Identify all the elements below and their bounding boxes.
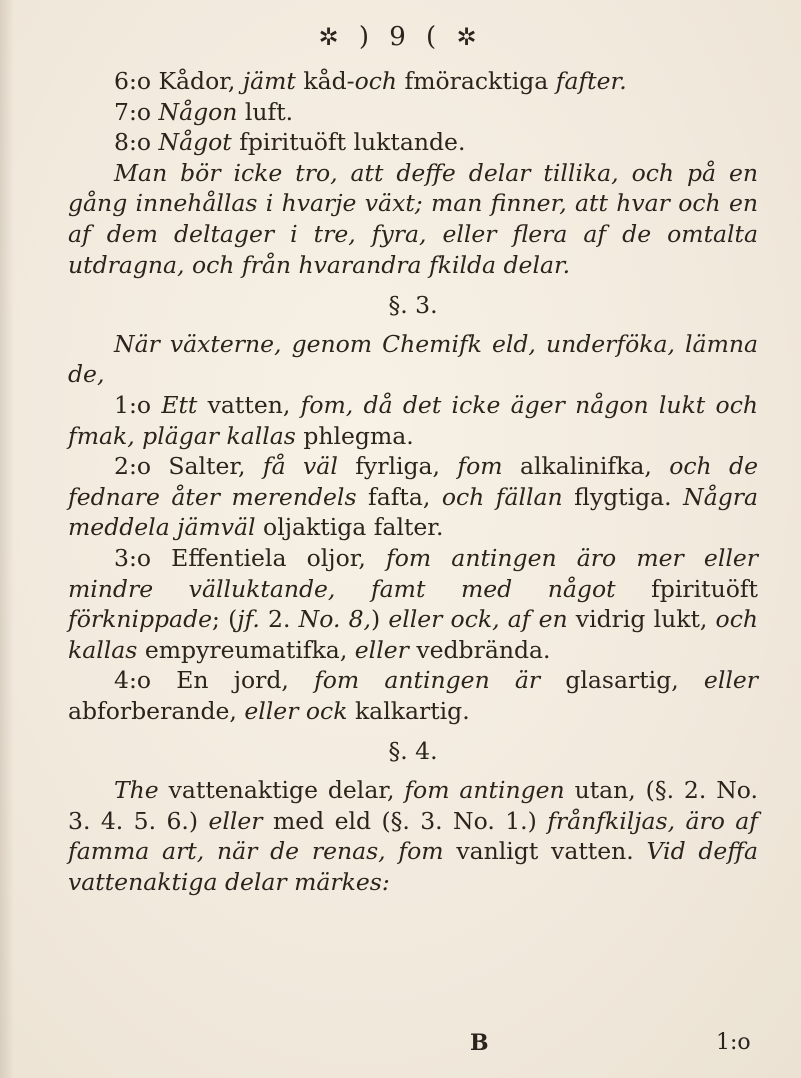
text-run: vanligt vatten.	[443, 837, 647, 866]
text-run: och	[354, 67, 398, 95]
paragraph	[68, 97, 758, 128]
text-run: 3:o Effentiela oljor,	[114, 543, 387, 572]
text-run: Någon	[158, 97, 238, 126]
text-run: vatten,	[197, 390, 301, 419]
text-run: fom antingen	[404, 776, 565, 805]
text-run: När växterne, genom Chemifk eld, underföka, lämna de,	[68, 329, 758, 389]
text-run: oljaktiga falter.	[255, 513, 444, 542]
text-run: glasartig,	[540, 666, 704, 695]
text-run: )	[370, 605, 389, 634]
page-number: ) 9 (	[358, 22, 443, 52]
paragraph	[68, 158, 758, 280]
text-run: fom antingen är	[314, 666, 541, 695]
text-run: eller	[703, 666, 758, 695]
text-run: eller	[354, 635, 409, 664]
paragraph	[68, 127, 758, 158]
text-run: frånfkiljas, äro af famma art, när de renas, fom	[68, 806, 758, 866]
text-run: eller ock, af en	[388, 605, 568, 634]
text-run: 4:o En jord,	[114, 666, 315, 695]
text-run: Vid deffa vattenaktiga delar märkes:	[68, 837, 758, 896]
text-run: 2:o Salter,	[114, 452, 263, 481]
text-run: fom antingen äro mer eller mindre välluktande, famt med något	[68, 543, 759, 603]
text-run: Ett	[161, 390, 198, 419]
text-run: 1:o	[114, 390, 162, 419]
text-run: §. 4.	[388, 737, 438, 766]
text-run: luft.	[237, 97, 294, 126]
signature-mark: B	[470, 1030, 489, 1056]
text-run: No. 8,	[298, 605, 371, 634]
text-run: fpirituöft	[615, 574, 758, 603]
text-run: §. 3.	[388, 291, 438, 320]
text-run: 6:o Kådor,	[114, 67, 243, 95]
text-run: 7:o	[114, 97, 159, 126]
text-run: ; (	[212, 605, 238, 634]
page-header	[0, 22, 801, 52]
text-run: The	[114, 776, 159, 805]
text-run: fom, då det icke äger någon lukt och fmak, plägar kallas	[68, 390, 758, 450]
text-run: alkalinifka,	[502, 452, 670, 481]
paragraph	[68, 543, 758, 665]
text-run: flygtiga.	[562, 482, 684, 511]
paragraph	[68, 390, 758, 451]
text-run: fyrliga,	[337, 452, 458, 481]
paragraph	[68, 66, 758, 97]
text-run: jämt	[242, 67, 296, 95]
right-ornament-icon: ✲	[456, 23, 483, 51]
text-run: med eld (§. 3. No. 1.)	[262, 806, 548, 835]
text-run: vedbrända.	[408, 635, 551, 664]
paragraph	[68, 451, 758, 543]
text-run: fafta,	[356, 482, 442, 511]
text-run: 2.	[259, 605, 299, 634]
text-run: empyreumatifka,	[137, 635, 355, 664]
text-run: fafter.	[555, 67, 627, 95]
text-run: utan, (§. 2. No. 3. 4. 5. 6.)	[68, 776, 758, 835]
page-gutter-shadow	[0, 0, 14, 1078]
text-run: Man bör icke tro, att deffe delar tillika, och på en gång innehållas i hvarje växt; man finner, att hvar och en af dem deltager i tre, fyra, eller flera af de omtalta utdragna, och från hvarandra fkilda delar.	[68, 158, 758, 279]
text-run: få väl	[262, 452, 338, 481]
catchword: 1:o	[716, 1030, 751, 1055]
text-run: abforberande,	[68, 696, 245, 725]
paragraph	[68, 775, 758, 897]
body-text	[68, 66, 758, 897]
text-run: och kallas	[68, 605, 758, 664]
paragraph	[68, 665, 758, 726]
text-run: kåd-	[295, 67, 355, 95]
text-run: fpirituöft luktande.	[231, 128, 466, 157]
text-run: fmöracktiga	[397, 67, 556, 95]
section-heading	[68, 736, 758, 767]
text-run: kalkartig.	[347, 696, 470, 725]
text-run: vattenaktige delar,	[158, 776, 405, 805]
text-run: och fällan	[441, 482, 563, 511]
text-run: Några meddela jämväl	[68, 482, 758, 542]
text-run: 8:o	[114, 128, 159, 157]
text-run: fom	[457, 452, 503, 481]
text-run: och de fednare åter merendels	[68, 452, 759, 511]
text-run: jf.	[237, 605, 260, 634]
section-heading	[68, 290, 758, 321]
text-run: eller	[208, 806, 263, 835]
left-ornament-icon: ✲	[318, 23, 345, 51]
text-run: eller ock	[244, 696, 348, 725]
text-run: vidrig lukt,	[567, 605, 716, 634]
paragraph	[68, 329, 758, 390]
text-run: phlegma.	[295, 421, 414, 450]
text-run: Något	[158, 128, 232, 157]
text-run: förknippade	[68, 605, 213, 634]
